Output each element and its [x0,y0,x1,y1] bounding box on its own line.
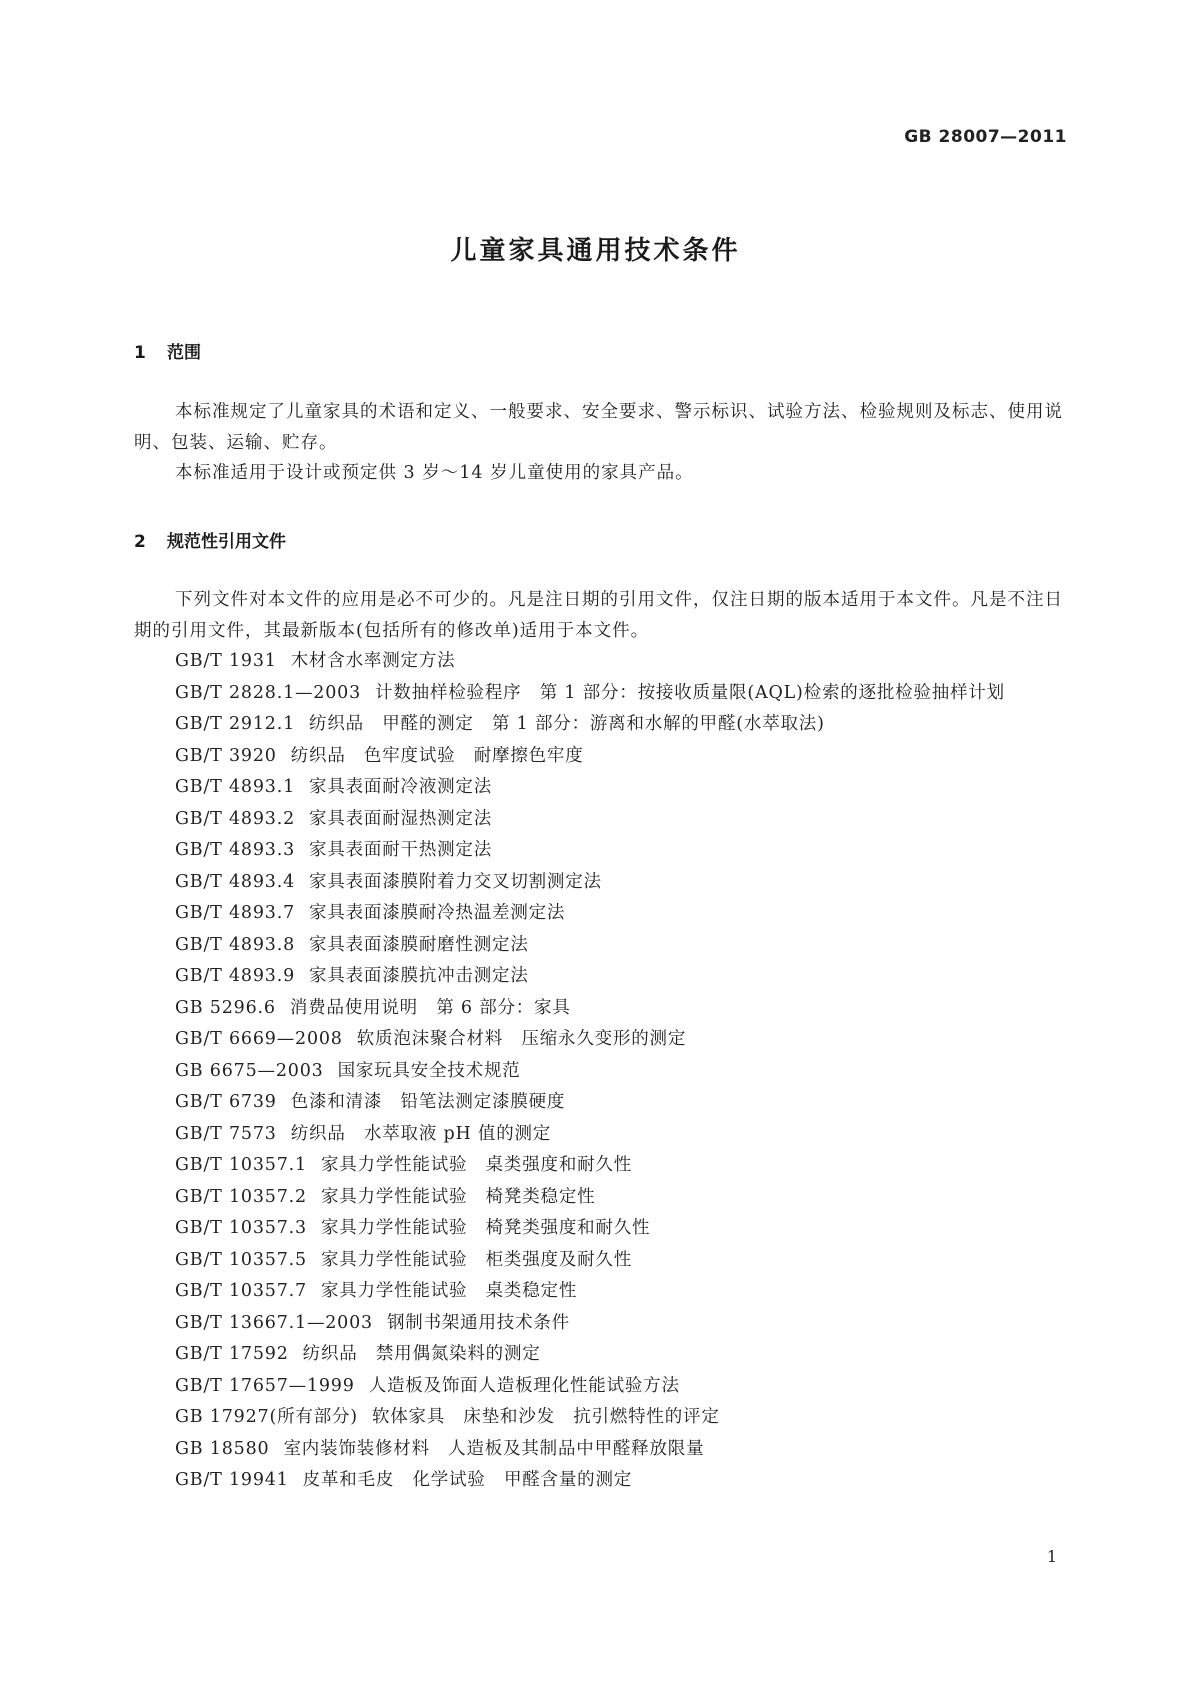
reference-code: GB/T 13667.1—2003 [175,1312,373,1333]
reference-code: GB/T 19941 [175,1470,289,1490]
reference-title: 软质泡沫聚合材料 压缩永久变形的测定 [356,1029,687,1049]
reference-code: GB/T 4893.4 [175,871,296,892]
reference-title: 纺织品 禁用偶氮染料的测定 [302,1344,541,1364]
reference-code: GB/T 4893.8 [175,934,296,955]
reference-title: 纺织品 甲醛的测定 第 1 部分：游离和水解的甲醛(水萃取法) [309,714,825,734]
references-intro-paragraph: 下列文件对本文件的应用是必不可少的。凡是注日期的引用文件，仅注日期的版本适用于本文件。凡是不注日期的引用文件，其最新版本(包括所有的修改单)适用于本文件。 [134,590,1063,641]
reference-title: 家具力学性能试验 桌类稳定性 [320,1281,578,1301]
scope-applicability-paragraph: 本标准适用于设计或预定供 3 岁～14 岁儿童使用的家具产品。 [175,463,694,483]
reference-title: 家具力学性能试验 桌类强度和耐久性 [320,1155,633,1175]
reference-item [134,1056,1064,1088]
section-number: 2 [134,532,146,552]
document-title: 儿童家具通用技术条件 [450,236,741,266]
reference-title: 皮革和毛皮 化学试验 甲醛含量的测定 [302,1470,633,1490]
section-heading-normative-references [134,527,286,552]
reference-title: 家具力学性能试验 椅凳类强度和耐久性 [320,1218,651,1238]
reference-item [134,993,1064,1025]
reference-code: GB/T 7573 [175,1123,277,1144]
reference-item [134,772,1064,804]
reference-title: 家具表面耐干热测定法 [309,840,493,860]
reference-title: 家具表面耐湿热测定法 [309,808,493,829]
reference-title: 国家玩具安全技术规范 [337,1060,521,1081]
reference-code: GB/T 10357.5 [175,1249,307,1270]
reference-item [134,709,1064,741]
reference-item [134,1245,1064,1277]
reference-list [134,646,1064,1497]
reference-code: GB/T 2828.1—2003 [175,682,362,703]
reference-item [134,1371,1064,1403]
reference-code: GB/T 10357.2 [175,1186,307,1207]
reference-item [134,961,1064,993]
reference-code: GB 18580 [175,1438,270,1459]
reference-item [134,1024,1064,1056]
reference-item [134,646,1064,678]
reference-item [134,1150,1064,1182]
reference-item [134,1276,1064,1308]
reference-title: 计数抽样检验程序 第 1 部分：按接收质量限(AQL)检索的逐批检验抽样计划 [375,682,1005,703]
reference-title: 家具表面漆膜抗冲击测定法 [309,966,529,986]
reference-code: GB/T 4893.9 [175,966,296,986]
reference-code: GB/T 10357.1 [175,1155,307,1175]
reference-item [134,1434,1064,1466]
reference-code: GB/T 17657—1999 [175,1375,355,1396]
reference-title: 钢制书架通用技术条件 [386,1312,570,1333]
reference-item [134,1182,1064,1214]
section-heading-scope [134,338,201,363]
reference-item [134,804,1064,836]
reference-item [134,1119,1064,1151]
reference-item [134,930,1064,962]
reference-title: 木材含水率测定方法 [290,651,456,671]
reference-code: GB/T 4893.3 [175,840,296,860]
reference-item [134,898,1064,930]
reference-item [134,1402,1064,1434]
scope-paragraph: 本标准规定了儿童家具的术语和定义、一般要求、安全要求、警示标识、试验方法、检验规则及标志、使用说明、包装、运输、贮存。 [134,402,1063,453]
reference-code: GB/T 4893.1 [175,777,296,797]
reference-item [134,835,1064,867]
reference-title: 室内装饰装修材料 人造板及其制品中甲醛释放限量 [283,1438,705,1459]
reference-code: GB/T 17592 [175,1344,289,1364]
reference-code: GB/T 4893.7 [175,903,296,923]
reference-code: GB/T 2912.1 [175,714,296,734]
reference-code: GB 6675—2003 [175,1060,324,1081]
reference-title: 家具表面漆膜耐冷热温差测定法 [309,903,566,923]
reference-code: GB/T 6739 [175,1092,277,1112]
section-title: 范围 [167,343,201,363]
reference-code: GB/T 6669—2008 [175,1029,343,1049]
section-title: 规范性引用文件 [167,532,286,552]
reference-item [134,1308,1064,1340]
reference-title: 色漆和清漆 铅笔法测定漆膜硬度 [290,1092,566,1112]
reference-code: GB/T 3920 [175,745,277,766]
reference-item [134,1087,1064,1119]
reference-title: 家具表面耐冷液测定法 [309,777,493,797]
reference-code: GB/T 10357.3 [175,1218,307,1238]
reference-title: 人造板及饰面人造板理化性能试验方法 [368,1375,680,1396]
reference-item [134,1339,1064,1371]
reference-code: GB/T 1931 [175,651,277,671]
reference-item [134,1213,1064,1245]
reference-item [134,1465,1064,1497]
reference-title: 家具表面漆膜耐磨性测定法 [309,934,529,955]
reference-title: 纺织品 水萃取液 pH 值的测定 [290,1123,552,1144]
reference-title: 家具表面漆膜附着力交叉切割测定法 [309,871,602,892]
reference-title: 软体家具 床垫和沙发 抗引燃特性的评定 [371,1407,720,1427]
standard-code: GB 28007—2011 [904,127,1067,147]
reference-code: GB/T 4893.2 [175,808,296,829]
reference-item [134,867,1064,899]
reference-title: 家具力学性能试验 柜类强度及耐久性 [320,1249,633,1270]
reference-title: 纺织品 色牢度试验 耐摩擦色牢度 [290,745,584,766]
section-number: 1 [134,343,146,363]
reference-code: GB/T 10357.7 [175,1281,307,1301]
reference-title: 消费品使用说明 第 6 部分：家具 [289,997,571,1018]
reference-title: 家具力学性能试验 椅凳类稳定性 [320,1186,596,1207]
reference-item [134,741,1064,773]
reference-code: GB 17927(所有部分) [175,1407,358,1427]
reference-item [134,678,1064,710]
page-number: 1 [1046,1547,1057,1566]
reference-code: GB 5296.6 [175,997,276,1018]
